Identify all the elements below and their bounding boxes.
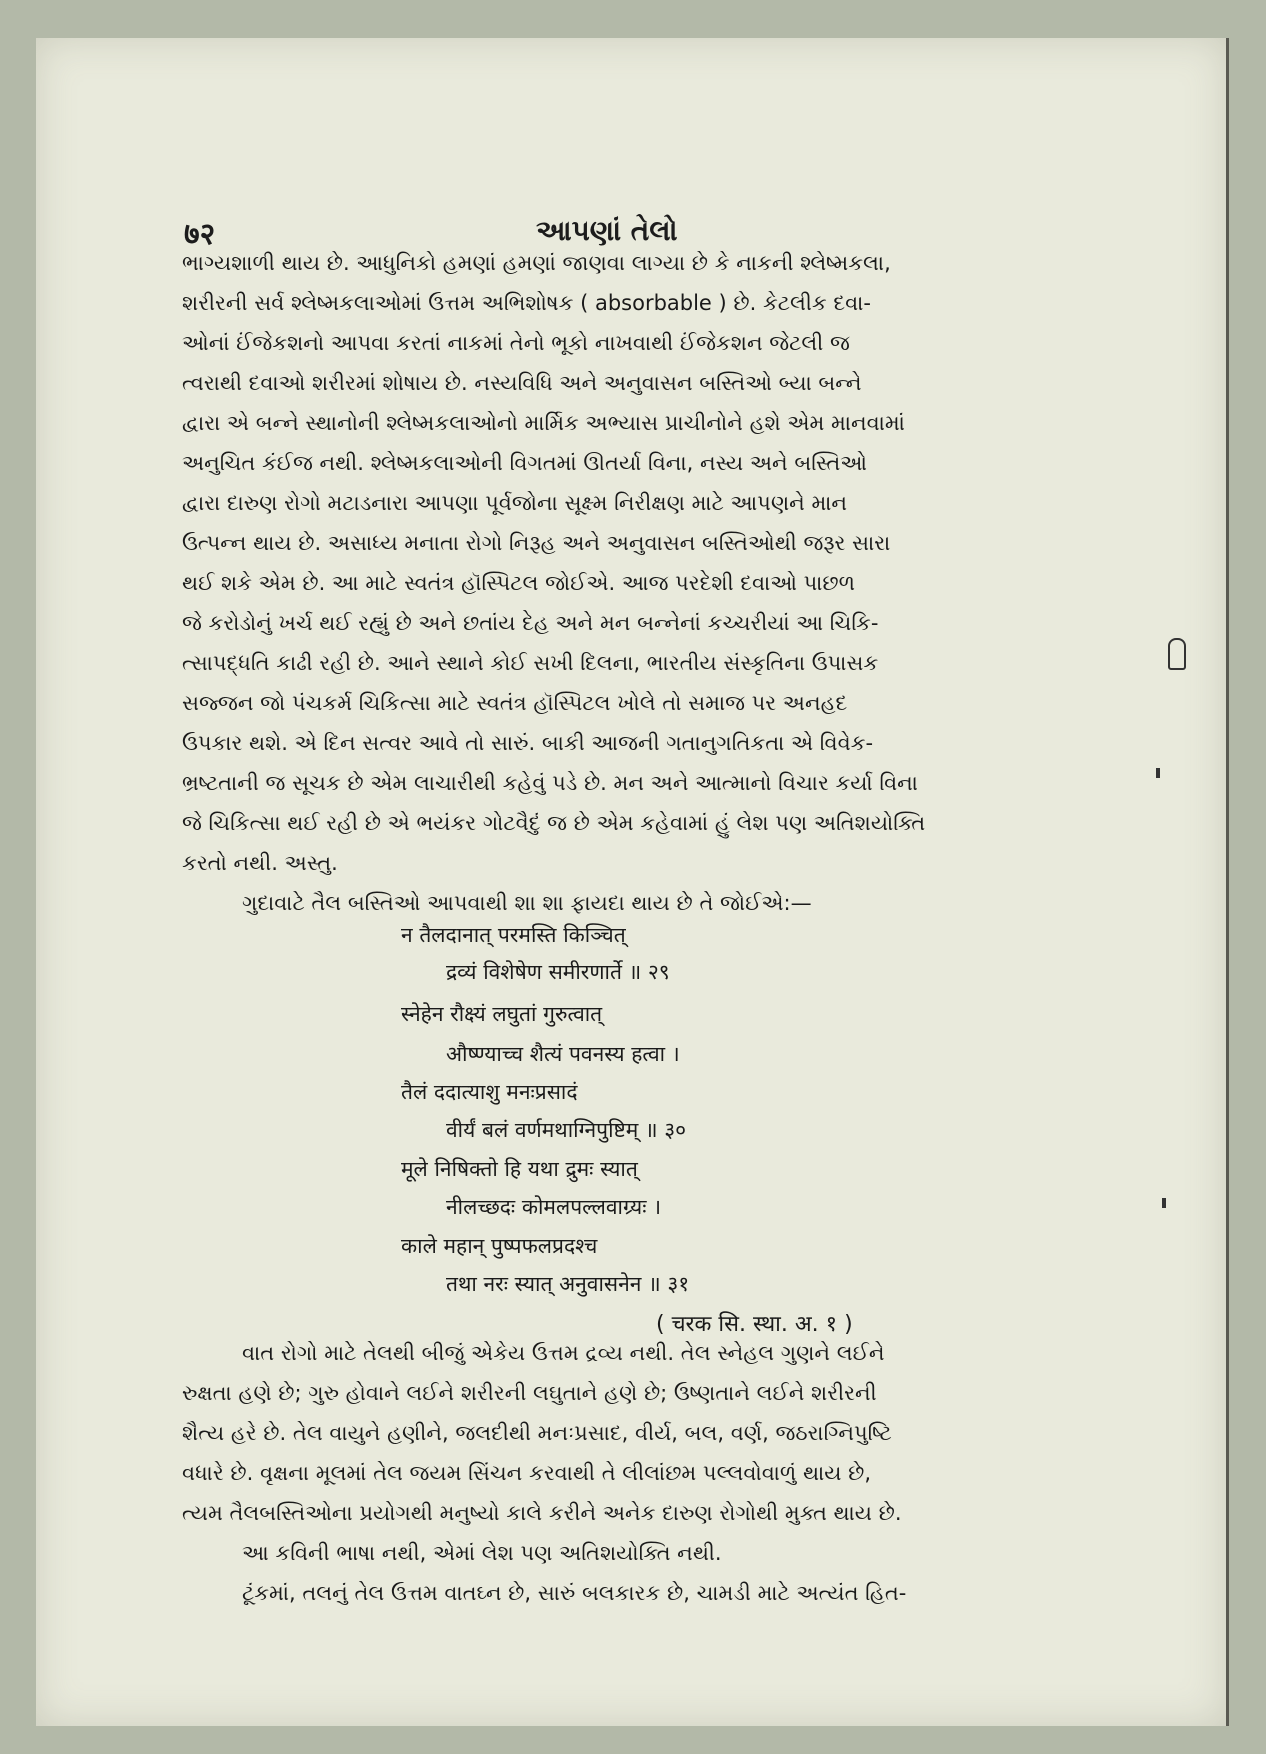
page-header (36, 178, 1226, 252)
text-line: દ્વારા એ બન્ને સ્થાનોની શ્લેષ્મકલાઓનો માર્મિક અભ્યાસ પ્રાચીનોને હશે એમ માનવામાં (182, 411, 905, 435)
ink-speck (1156, 768, 1160, 778)
text-line: જે કરોડોનું ખર્ચ થઈ રહ્યું છે અને છતાંય દેહ અને મન બન્નેનાં કચ્ચરીયાં આ ચિકિ- (182, 611, 879, 635)
book-page (36, 38, 1229, 1726)
text-line: જે ચિકિત્સા થઈ રહી છે એ ભયંકર ગોટવૈદું જ છે એમ કહેવામાં હું લેશ પણ અતિશયોક્તિ (182, 811, 926, 835)
text-line: આ કવિની ભાષા નથી, એમાં લેશ પણ અતિશયોક્તિ નથી. (242, 1541, 722, 1565)
verse-line: नीलच्छदः कोमलपल्लवाग्र्यः । (446, 1195, 662, 1219)
text-line: ઉત્પન્ન થાય છે. અસાધ્ય મનાતા રોગો નિરૂહ અને અનુવાસન બસ્તિઓથી જરૂર સારા (182, 531, 891, 555)
text-line: ટૂંકમાં, તલનું તેલ ઉત્તમ વાતઘ્ન છે, સારું બલકારક છે, ચામડી માટે અત્યંત હિત- (242, 1581, 907, 1605)
text-line: થઈ શકે એમ છે. આ માટે સ્વતંત્ર હૉસ્પિટલ જોઈએ. આજ પરદેશી દવાઓ પાછળ (182, 571, 855, 595)
binding-hole-mark (1168, 638, 1186, 670)
verse-line: औष्ण्याच्च शैत्यं पवनस्य हत्वा । (446, 1042, 680, 1066)
text-line: કરતો નથી. અસ્તુ. (182, 851, 338, 875)
verse-line: न तैलदानात् परमस्ति किञ्चित् (401, 923, 626, 947)
verse-line: वीर्यं बलं वर्णमथाग्निपुष्टिम् ॥ ३० (446, 1118, 687, 1142)
verse-line: स्नेहेन रौक्ष्यं लघुतां गुरुत्वात् (401, 1002, 603, 1026)
text-line: વધારે છે. વૃક્ષના મૂલમાં તેલ જયમ સિંચન કરવાથી તે લીલાંછમ પલ્લવોવાળું થાય છે, (182, 1461, 872, 1485)
verse-line: मूले निषिक्तो हि यथा द्रुमः स्यात् (401, 1157, 638, 1181)
verse-line: द्रव्यं विशेषेण समीरणार्ते ॥ २९ (446, 960, 670, 984)
text-line: રુક્ષતા હણે છે; ગુરુ હોવાને લઈને શરીરની લઘુતાને હણે છે; ઉષ્ણતાને લઈને શરીરની (182, 1381, 877, 1405)
text-line: સજ્જન જો પંચકર્મ ચિકિત્સા માટે સ્વતંત્ર હૉસ્પિટલ ખોલે તો સમાજ પર અનહદ (182, 691, 848, 715)
running-title: આપણાં તેલો (536, 214, 678, 247)
paragraph-1 (182, 243, 1082, 923)
verse-line: तथा नरः स्यात् अनुवासनेन ॥ ३१ (446, 1272, 690, 1296)
text-line: ત્સાપદ્ધતિ કાઢી રહી છે. આને સ્થાને કોઈ સખી દિલના, ભારતીય સંસ્કૃતિના ઉપાસક (182, 651, 879, 675)
text-line: દ્વારા દારુણ રોગો મટાડનારા આપણા પૂર્વજોના સૂક્ષ્મ નિરીક્ષણ માટે આપણને માન (182, 491, 848, 515)
text-line: અનુચિત કંઈજ નથી. શ્લેષ્મકલાઓની વિગતમાં ઊતર્યા વિના, નસ્ય અને બસ્તિઓ (182, 451, 867, 475)
page-number: ७२ (184, 217, 216, 252)
verse-line: तैलं ददात्याशु मनःप्रसादं (401, 1080, 578, 1104)
text-line: વાત રોગો માટે તેલથી બીજું એકેય ઉત્તમ દ્રવ્ય નથી. તેલ સ્નેહલ ગુણને લઈને (242, 1341, 885, 1365)
text-line: ત્યમ તૈલબસ્તિઓના પ્રયોગથી મનુષ્યો કાલે કરીને અનેક દારુણ રોગોથી મુક્ત થાય છે. (182, 1501, 902, 1525)
text-line: ત્વરાથી દવાઓ શરીરમાં શોષાય છે. નસ્યવિધિ અને અનુવાસન બસ્તિઓ બ્યા બન્ને (182, 371, 862, 395)
text-line: શૈત્ય હરે છે. તેલ વાયુને હણીને, જલદીથી મનઃપ્રસાદ, વીર્ય, બલ, વર્ણ, જઠરાગ્નિપુષ્ટિ (182, 1421, 892, 1445)
text-line: ભાગ્યશાળી થાય છે. આધુનિકો હમણાં હમણાં જાણવા લાગ્યા છે કે નાકની શ્લેષ્મકલા, (182, 251, 891, 275)
paragraph-2 (182, 1333, 1082, 1613)
verse-line: काले महान् पुष्पफलप्रदश्च (401, 1234, 598, 1258)
ink-speck (1162, 1198, 1166, 1208)
text-line: ઓનાં ઈંજેકશનો આપવા કરતાં નાકમાં તેનો ભૂકો નાખવાથી ઈંજેકશન જેટલી જ (182, 331, 850, 355)
text-line: ઉપકાર થશે. એ દિન સત્વર આવે તો સારું. બાકી આજની ગતાનુગતિકતા એ વિવેક- (182, 731, 874, 755)
text-line: ગુદાવાટે તૈલ બસ્તિઓ આપવાથી શા શા ફાયદા થાય છે તે જોઈએ:— (242, 891, 812, 915)
text-line: શરીરની સર્વ શ્લેષ્મકલાઓમાં ઉત્તમ અભિશોષક ( absorbable ) છે. કેટલીક દવા- (182, 291, 871, 315)
text-line: ભ્રષ્ટતાની જ સૂચક છે એમ લાચારીથી કહેવું પડે છે. મન અને આત્માનો વિચાર કર્યા વિના (182, 771, 918, 795)
verse-citation: ( चरक सि. स्था. अ. १ ) (656, 1312, 853, 1337)
